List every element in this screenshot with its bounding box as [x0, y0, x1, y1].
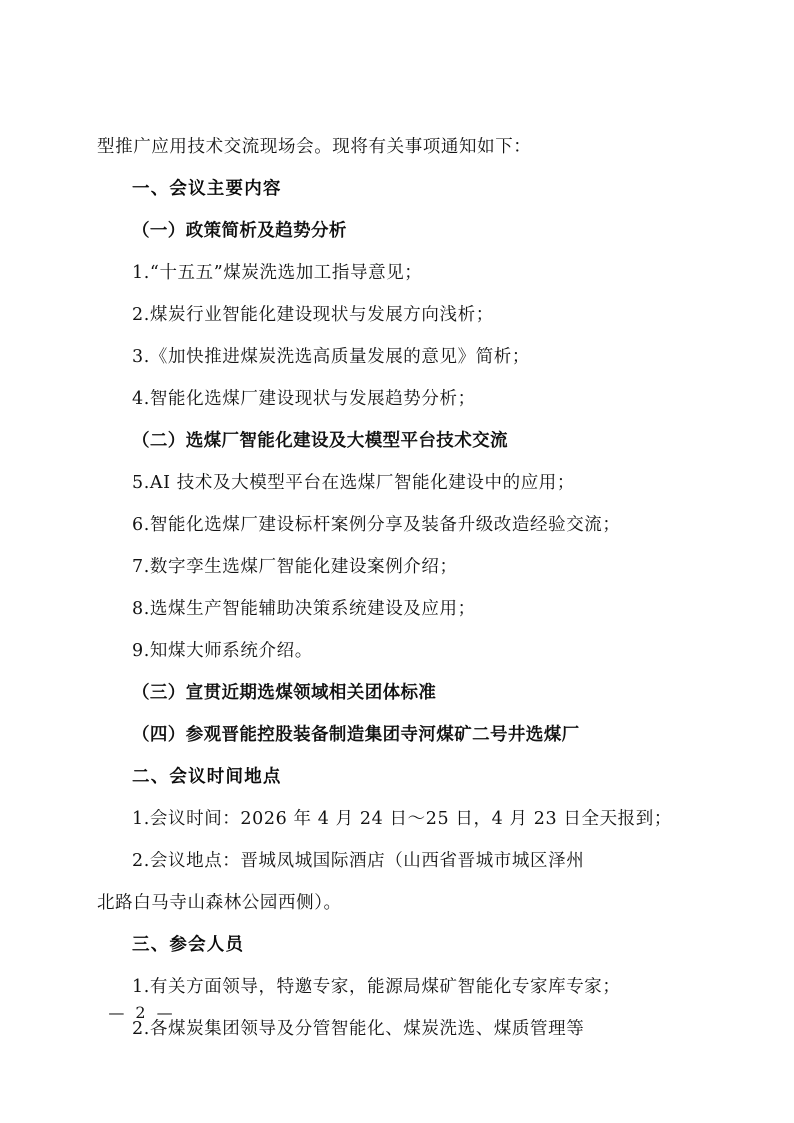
- page-footer: [0, 1003, 794, 1022]
- list-item: 1.有关方面领导，特邀专家，能源局煤矿智能化专家库专家；: [132, 977, 621, 997]
- list-item: 7.数字孪生选煤厂智能化建设案例介绍；: [132, 557, 458, 577]
- page-number: — 2 —: [108, 1003, 176, 1022]
- document-body: [97, 126, 697, 1050]
- subsection-heading-3: （三）宣贯近期选煤领域相关团体标准: [132, 683, 437, 703]
- list-item: 6.智能化选煤厂建设标杆案例分享及装备升级改造经验交流；: [132, 515, 621, 535]
- paragraph-continuation: 型推广应用技术交流现场会。现将有关事项通知如下：: [97, 137, 532, 157]
- list-item-continuation: 北路白马寺山森林公园西侧）。: [97, 893, 342, 913]
- list-item: 3.《加快推进煤炭洗选高质量发展的意见》简析；: [132, 347, 530, 367]
- section-heading-2: 二、会议时间地点: [132, 767, 282, 787]
- list-item: 9.知煤大师系统介绍。: [132, 641, 313, 661]
- list-item: 1.“十五五”煤炭洗选加工指导意见；: [132, 263, 423, 283]
- list-item: 8.选煤生产智能辅助决策系统建设及应用；: [132, 599, 476, 619]
- section-heading-1: 一、会议主要内容: [132, 179, 282, 199]
- list-item: 5.AI 技术及大模型平台在选煤厂智能化建设中的应用；: [132, 473, 576, 493]
- subsection-heading-2: （二）选煤厂智能化建设及大模型平台技术交流: [132, 431, 508, 451]
- list-item: 1.会议时间：2026 年 4 月 24 日～25 日，4 月 23 日全天报到；: [132, 809, 672, 829]
- subsection-heading-4: （四）参观晋能控股装备制造集团寺河煤矿二号井选煤厂: [132, 725, 580, 745]
- list-item: 2.各煤炭集团领导及分管智能化、煤炭洗选、煤质管理等: [132, 1019, 585, 1039]
- subsection-heading-1: （一）政策简析及趋势分析: [132, 221, 347, 241]
- list-item: 2.煤炭行业智能化建设现状与发展方向浅析；: [132, 305, 494, 325]
- list-item: 4.智能化选煤厂建设现状与发展趋势分析；: [132, 389, 476, 409]
- list-item: 2.会议地点：晋城凤城国际酒店（山西省晋城市城区泽州: [132, 851, 585, 871]
- section-heading-3: 三、参会人员: [132, 935, 245, 955]
